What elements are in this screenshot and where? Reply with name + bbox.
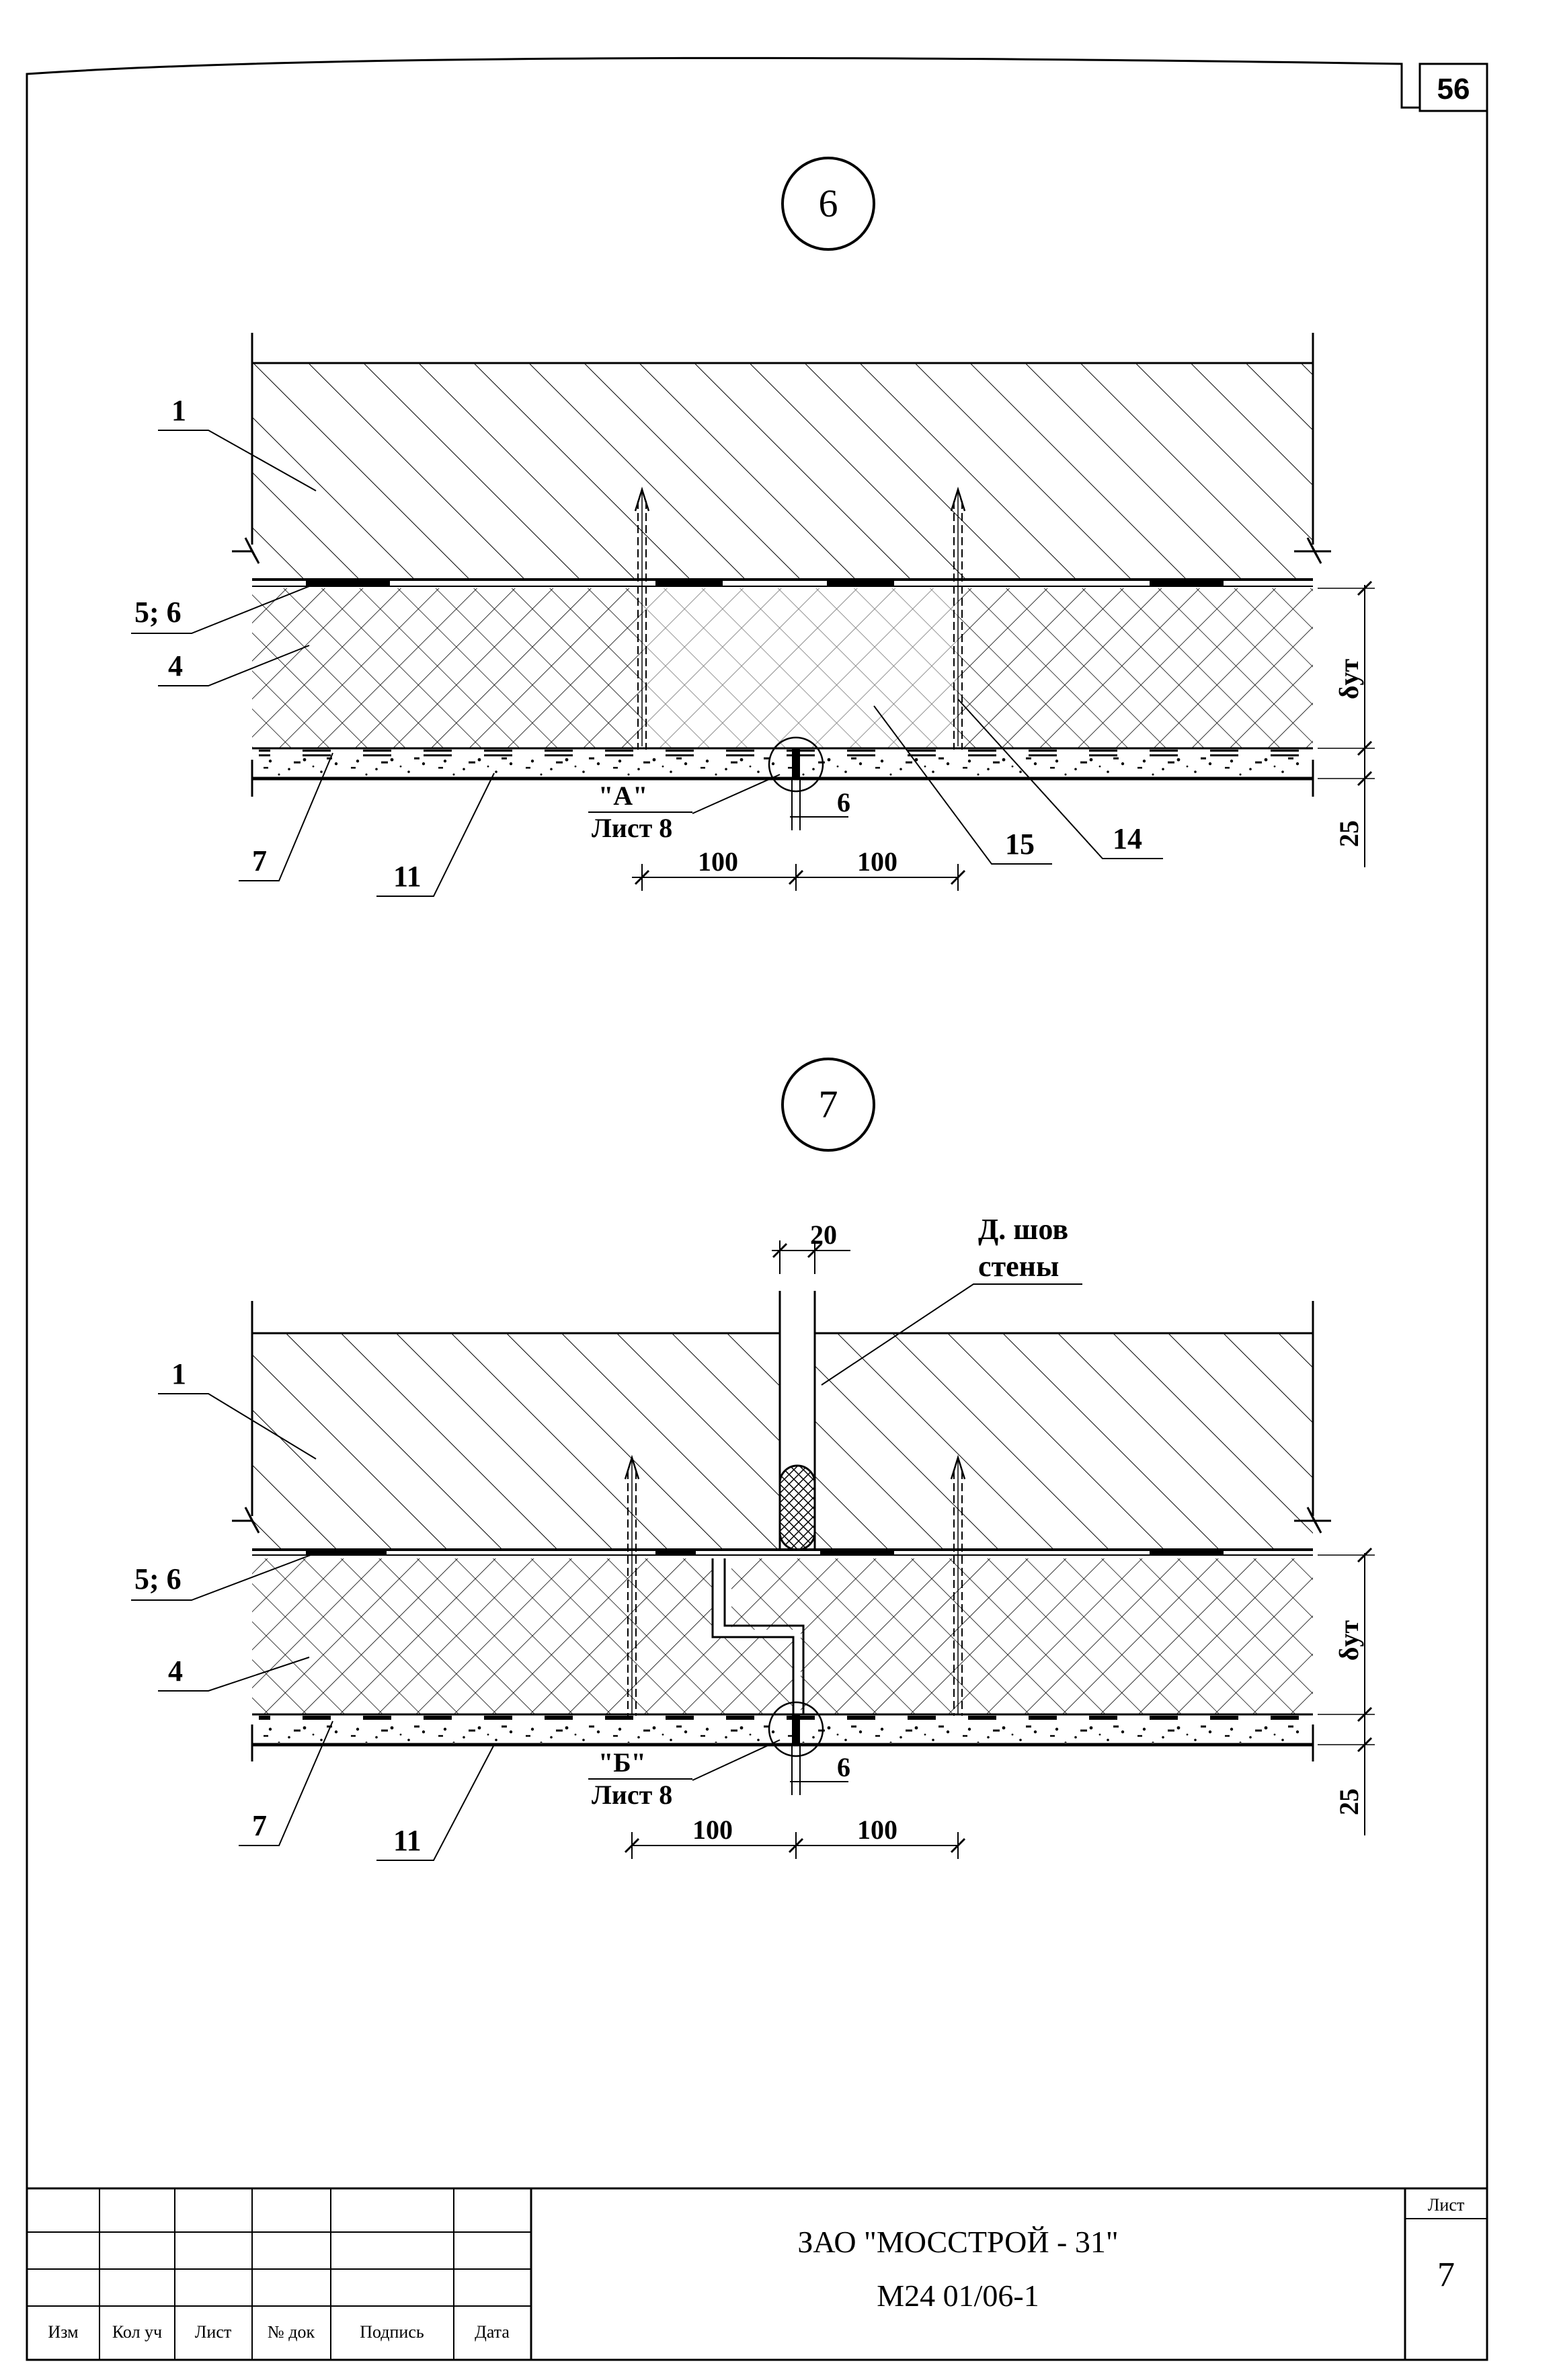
insulation-right-lower <box>800 1634 1313 1714</box>
plaster-layer <box>252 756 1313 777</box>
label-plaster: 11 <box>393 1824 422 1857</box>
col-kol-uch: Кол уч <box>112 2322 163 2342</box>
dim-100-left: 100 <box>698 846 738 877</box>
seam-width-20: 20 <box>810 1220 837 1250</box>
seam-note-line-2: стены <box>978 1250 1060 1283</box>
sheet-label: Лист <box>1427 2195 1465 2215</box>
dim-thickness: δут <box>1334 658 1364 700</box>
callout-ref-b: "Б" <box>598 1747 646 1778</box>
sheet-number: 7 <box>1437 2256 1455 2294</box>
detail-6 <box>131 158 1375 896</box>
title-block <box>27 2188 1487 2360</box>
glue-strip <box>827 578 894 586</box>
anchor-dowel <box>625 1458 639 1716</box>
col-izm: Изм <box>48 2322 79 2342</box>
label-dowel: 15 <box>1005 828 1035 861</box>
label-mesh: 7 <box>252 844 267 877</box>
document-code: М24 01/06-1 <box>877 2278 1039 2313</box>
col-doc-no: № док <box>267 2322 315 2342</box>
glue-strip <box>306 578 390 586</box>
callout-ref-a: "А" <box>598 781 648 811</box>
col-signature: Подпись <box>360 2322 424 2342</box>
dim-100-right: 100 <box>857 846 897 877</box>
anchor-dowel <box>951 1458 965 1716</box>
detail-7 <box>131 1059 1375 1860</box>
insulation-left-lower <box>716 1634 797 1714</box>
label-plaster: 11 <box>393 860 422 893</box>
page-number: 56 <box>1437 73 1470 106</box>
col-date: Дата <box>475 2322 510 2342</box>
label-insulation: 4 <box>168 649 183 682</box>
label-glue: 5; 6 <box>134 1562 182 1595</box>
glue-strip <box>655 578 723 586</box>
reinforcing-mesh <box>259 1716 1308 1722</box>
insulation-middle <box>642 588 958 748</box>
insulation-left <box>252 1558 716 1714</box>
reinforcing-mesh <box>259 750 1308 756</box>
wall-hatch <box>252 363 1313 580</box>
joint-sealant <box>792 1714 800 1745</box>
label-anchor: 14 <box>1113 822 1142 855</box>
glue-strip <box>306 1548 387 1556</box>
label-glue: 5; 6 <box>134 596 182 629</box>
detail-6-number: 6 <box>818 182 838 225</box>
label-wall: 1 <box>171 1357 186 1390</box>
joint-dim-6: 6 <box>837 787 850 818</box>
dim-100-left: 100 <box>692 1815 733 1845</box>
joint-sealant <box>792 748 800 779</box>
wall-hatch-right <box>815 1333 1313 1550</box>
wall-hatch-left <box>252 1333 780 1550</box>
glue-strip <box>1150 1548 1224 1556</box>
dim-plaster-25: 25 <box>1334 820 1364 847</box>
label-insulation: 4 <box>168 1655 183 1688</box>
insulation-right <box>731 1558 1313 1634</box>
company-name: ЗАО "МОССТРОЙ - 31" <box>797 2225 1119 2259</box>
dim-thickness: δут <box>1334 1620 1364 1661</box>
plaster-layer <box>252 1722 1313 1743</box>
seam-note-line-1: Д. шов <box>978 1213 1069 1246</box>
insulation-left <box>252 588 642 748</box>
insulation-right <box>958 588 1313 748</box>
sealing-cord <box>780 1466 815 1550</box>
glue-strip <box>655 1548 696 1556</box>
joint-dim-6: 6 <box>837 1752 850 1782</box>
dim-plaster-25: 25 <box>1334 1788 1364 1815</box>
callout-sheet-a: Лист 8 <box>592 813 673 843</box>
glue-strip <box>820 1548 894 1556</box>
callout-sheet-b: Лист 8 <box>592 1780 673 1810</box>
label-mesh: 7 <box>252 1809 267 1842</box>
dim-100-right: 100 <box>857 1815 897 1845</box>
col-list: Лист <box>194 2322 232 2342</box>
label-wall: 1 <box>171 394 186 427</box>
glue-strip <box>1150 578 1224 586</box>
detail-7-number: 7 <box>818 1082 838 1126</box>
